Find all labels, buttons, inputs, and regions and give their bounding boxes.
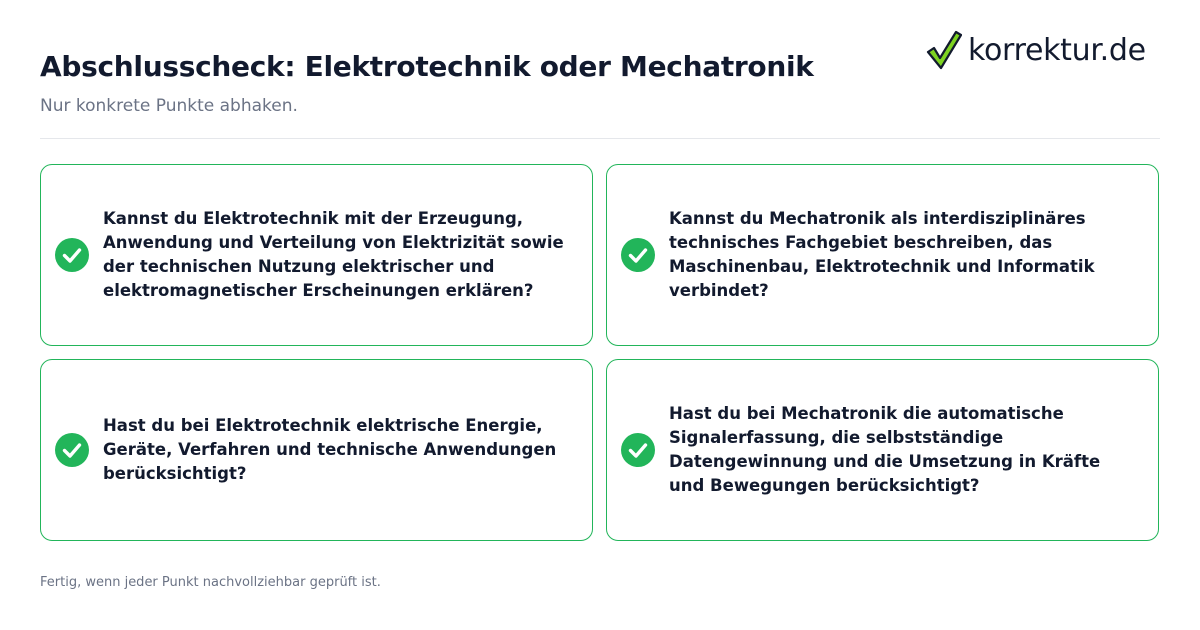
check-circle-icon xyxy=(621,433,655,467)
logo xyxy=(926,30,1146,70)
checkmark-icon xyxy=(926,30,962,70)
check-circle-icon xyxy=(55,433,89,467)
checklist-card xyxy=(40,164,593,346)
checklist-card xyxy=(606,359,1159,541)
check-circle-icon xyxy=(621,238,655,272)
checklist-item-text: Kannst du Mechatronik als interdisziplinäres technisches Fachgebiet beschreiben, das Maschinenbau, Elektrotechnik und Informatik verbindet? xyxy=(669,209,1095,300)
checklist-item-text: Kannst du Elektrotechnik mit der Erzeugung, Anwendung und Verteilung von Elektrizität sowie der technischen Nutzung elektrischer und elektromagnetischer Erscheinungen erklären? xyxy=(103,209,564,300)
header-divider xyxy=(40,138,1160,139)
footer-note: Fertig, wenn jeder Punkt nachvollziehbar geprüft ist. xyxy=(40,575,381,590)
checklist-card xyxy=(40,359,593,541)
checklist-item-text: Hast du bei Mechatronik die automatische Signalerfassung, die selbstständige Datengewinnung und die Umsetzung in Kräfte und Bewegungen berücksichtigt? xyxy=(669,404,1101,495)
checklist-item-text: Hast du bei Elektrotechnik elektrische Energie, Geräte, Verfahren und technische Anwendungen berücksichtigt? xyxy=(103,416,557,483)
checklist-card xyxy=(606,164,1159,346)
logo-text: korrektur.de xyxy=(968,32,1146,68)
page-title: Abschlusscheck: Elektrotechnik oder Mechatronik xyxy=(40,50,814,83)
check-circle-icon xyxy=(55,238,89,272)
page-subtitle: Nur konkrete Punkte abhaken. xyxy=(40,96,298,116)
